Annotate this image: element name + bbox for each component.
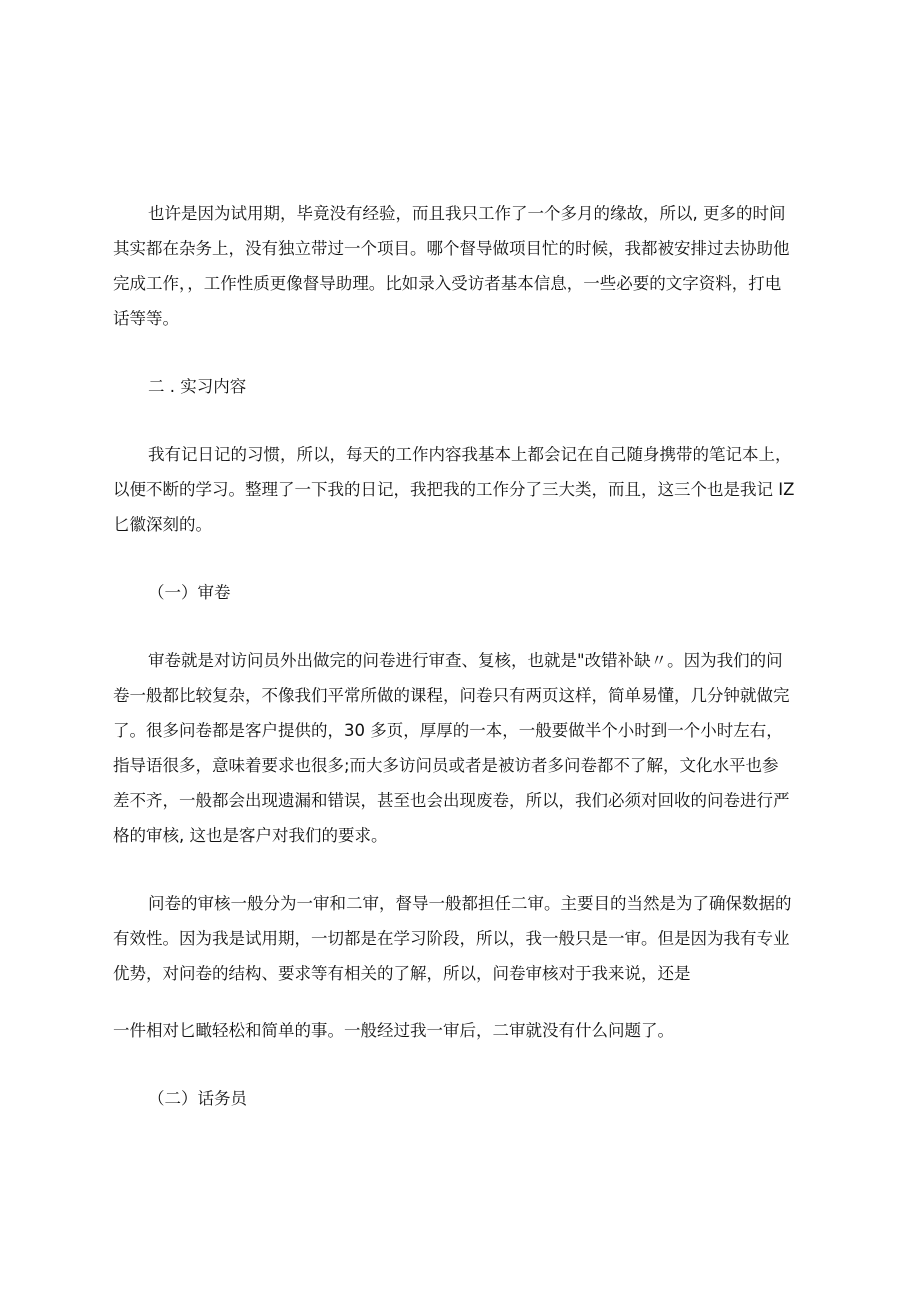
paragraph-1-line-1: 也许是因为试用期，毕竟没有经验，而且我只工作了一个多月的缘故，所以, 更多的时间 bbox=[148, 204, 786, 223]
subheading-telephone-operator: （二）话务员 bbox=[148, 1089, 247, 1108]
paragraph-5-line-1: 一件相对匕瞰轻松和简单的事。一般经过我一审后，二审就没有什么问题了。 bbox=[113, 1021, 674, 1040]
paragraph-3-line-4: 指导语很多，意味着要求也很多;而大多访问员或者是被访者多问卷都不了解，文化水平也参 bbox=[113, 756, 779, 775]
paragraph-1-line-3: 完成工作，，工作性质更像督导助理。比如录入受访者基本信息，一些必要的文字资料，打电 bbox=[113, 274, 782, 293]
paragraph-4-line-3: 优势，对问卷的结构、要求等有相关的了解，所以，问卷审核对于我来说，还是 bbox=[113, 964, 691, 983]
paragraph-1-line-2: 其实都在杂务上，没有独立带过一个项目。哪个督导做项目忙的时候，我都被安排过去协助他 bbox=[113, 239, 790, 258]
paragraph-1-line-4: 话等等。 bbox=[113, 309, 179, 328]
paragraph-4-line-2: 有效性。因为我是试用期，一切都是在学习阶段，所以，我一般只是一审。但是因为我有专业 bbox=[113, 929, 790, 948]
paragraph-2-line-1: 我有记日记的习惯，所以，每天的工作内容我基本上都会记在自己随身携带的笔记本上， bbox=[148, 445, 792, 464]
paragraph-3-line-2: 卷一般都比较复杂，不像我们平常所做的课程，问卷只有两页这样，简单易懂，几分钟就做完 bbox=[113, 686, 790, 705]
paragraph-2-line-3: 匕徽深刻的。 bbox=[113, 515, 212, 534]
paragraph-3-line-1: 审卷就是对访问员外出做完的问卷进行审查、复核，也就是"改错补缺〃。因为我们的问 bbox=[148, 651, 783, 670]
section-heading-internship-content: 二 . 实习内容 bbox=[148, 377, 247, 396]
paragraph-3-line-6: 格的审核, 这也是客户对我们的要求。 bbox=[113, 826, 388, 845]
paragraph-4-line-1: 问卷的审核一般分为一审和二审，督导一般都担任二审。主要目的当然是为了确保数据的 bbox=[148, 894, 792, 913]
paragraph-2-line-2: 以便不断的学习。整理了一下我的日记，我把我的工作分了三大类，而且，这三个也是我记 IZ bbox=[113, 480, 795, 499]
subheading-review-questionnaire: （一）审卷 bbox=[148, 583, 231, 602]
paragraph-3-line-3: 了。很多问卷都是客户提供的，30 多页，厚厚的一本，一般要做半个小时到一个小时左右， bbox=[113, 721, 783, 740]
paragraph-3-line-5: 差不齐，一般都会出现遗漏和错误，甚至也会出现废卷，所以，我们必须对回收的问卷进行严 bbox=[113, 791, 790, 810]
